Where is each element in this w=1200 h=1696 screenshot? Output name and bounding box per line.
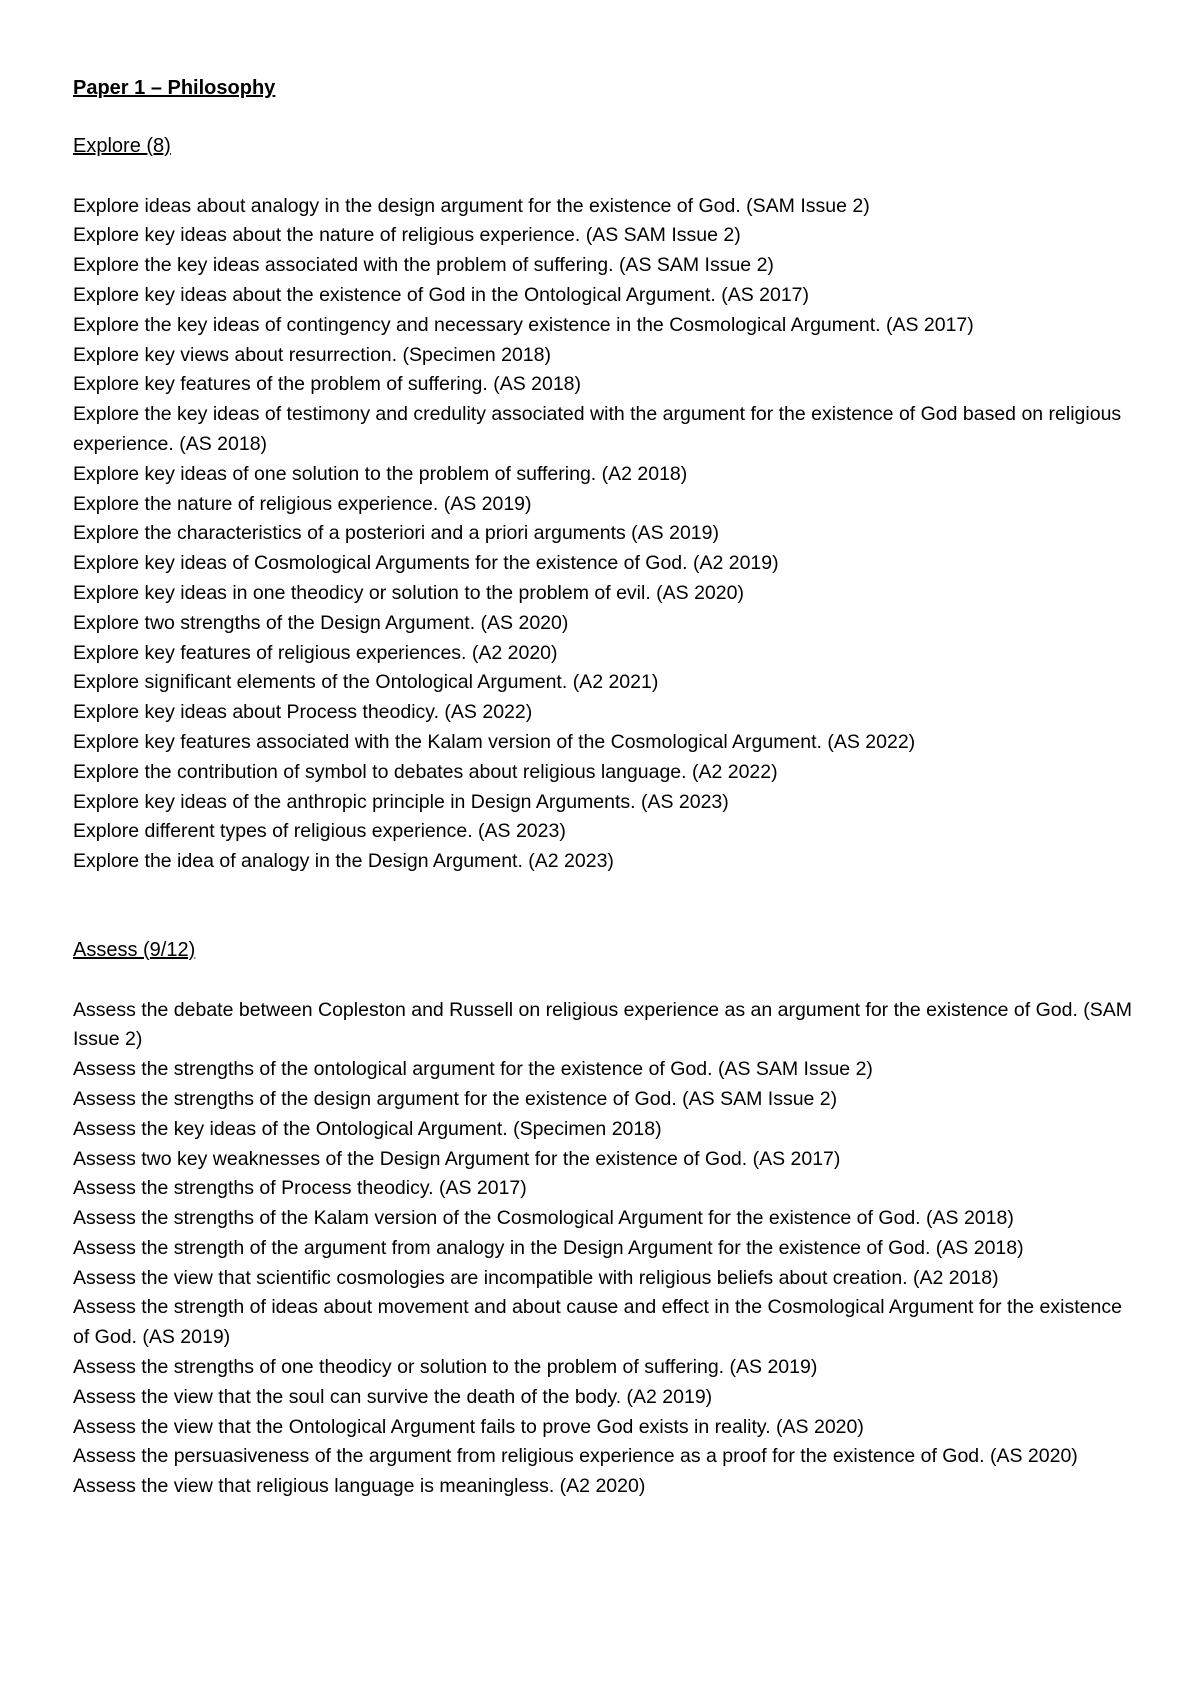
assess-question-item: Assess the strengths of the Kalam version of the Cosmological Argument for the existence of God. (AS 2018) xyxy=(73,1207,1014,1230)
explore-question-item: Explore key ideas about the nature of religious experience. (AS SAM Issue 2) xyxy=(73,224,741,247)
explore-question-item: Explore key ideas about the existence of God in the Ontological Argument. (AS 2017) xyxy=(73,283,810,306)
assess-question-item: Assess the strength of ideas about movement and about cause and effect in the Cosmological Argument for the existence of God. (AS 2019) xyxy=(73,1296,1122,1349)
assess-question-item: Assess the strengths of the design argument for the existence of God. (AS SAM Issue 2) xyxy=(73,1087,838,1110)
explore-question-item: Explore key ideas of the anthropic principle in Design Arguments. (AS 2023) xyxy=(73,790,729,813)
assess-question-item: Assess the strengths of the ontological argument for the existence of God. (AS SAM Issue 2) xyxy=(73,1058,873,1081)
explore-question-item: Explore key views about resurrection. (Specimen 2018) xyxy=(73,343,551,366)
explore-question-item: Explore key features of religious experiences. (A2 2020) xyxy=(73,641,558,664)
explore-question-item: Explore key features of the problem of suffering. (AS 2018) xyxy=(73,373,581,396)
explore-question-item: Explore the idea of analogy in the Design Argument. (A2 2023) xyxy=(73,850,614,873)
assess-question-item: Assess the view that scientific cosmologies are incompatible with religious beliefs about creation. (A2 2018) xyxy=(73,1266,999,1289)
explore-heading: Explore (8) xyxy=(73,135,171,157)
explore-question-item: Explore the contribution of symbol to debates about religious language. (A2 2022) xyxy=(73,760,778,783)
assess-question-item: Assess the strength of the argument from analogy in the Design Argument for the existence of God. (AS 2018) xyxy=(73,1236,1024,1259)
explore-question-item: Explore significant elements of the Ontological Argument. (A2 2021) xyxy=(73,671,659,694)
explore-question-item: Explore the nature of religious experience. (AS 2019) xyxy=(73,492,532,515)
explore-question-item: Explore key ideas in one theodicy or solution to the problem of evil. (AS 2020) xyxy=(73,581,744,604)
assess-question-item: Assess two key weaknesses of the Design Argument for the existence of God. (AS 2017) xyxy=(73,1147,841,1170)
assess-question-item: Assess the view that the Ontological Argument fails to prove God exists in reality. (AS 2020) xyxy=(73,1415,864,1438)
explore-question-item: Explore ideas about analogy in the design argument for the existence of God. (SAM Issue 2) xyxy=(73,194,870,217)
explore-question-item: Explore different types of religious experience. (AS 2023) xyxy=(73,820,566,843)
document-title: Paper 1 – Philosophy xyxy=(73,77,276,99)
assess-question-list xyxy=(73,996,1133,1503)
explore-question-list xyxy=(73,192,1133,877)
explore-question-item: Explore the key ideas associated with the problem of suffering. (AS SAM Issue 2) xyxy=(73,254,774,277)
assess-question-item: Assess the debate between Copleston and Russell on religious experience as an argument for the existence of God. (SAM Issue 2) xyxy=(73,998,1133,1051)
explore-question-item: Explore two strengths of the Design Argument. (AS 2020) xyxy=(73,611,569,634)
assess-question-item: Assess the view that the soul can survive the death of the body. (A2 2019) xyxy=(73,1385,713,1408)
assess-question-item: Assess the key ideas of the Ontological Argument. (Specimen 2018) xyxy=(73,1117,662,1140)
assess-heading: Assess (9/12) xyxy=(73,938,196,961)
assess-question-item: Assess the strengths of Process theodicy. (AS 2017) xyxy=(73,1177,527,1200)
explore-question-item: Explore key features associated with the Kalam version of the Cosmological Argument. (AS 2022) xyxy=(73,730,916,753)
assess-question-item: Assess the strengths of one theodicy or solution to the problem of suffering. (AS 2019) xyxy=(73,1356,818,1379)
explore-question-item: Explore key ideas about Process theodicy. (AS 2022) xyxy=(73,701,533,724)
explore-section xyxy=(73,132,1133,877)
assess-question-item: Assess the view that religious language is meaningless. (A2 2020) xyxy=(73,1475,646,1498)
explore-question-item: Explore key ideas of one solution to the problem of suffering. (A2 2018) xyxy=(73,462,688,485)
explore-question-item: Explore key ideas of Cosmological Arguments for the existence of God. (A2 2019) xyxy=(73,552,779,575)
explore-question-item: Explore the key ideas of testimony and credulity associated with the argument for the existence of God based on religious experience. (AS 2018) xyxy=(73,403,1122,455)
explore-question-item: Explore the key ideas of contingency and necessary existence in the Cosmological Argument. (AS 2017) xyxy=(73,313,974,336)
assess-section xyxy=(73,936,1133,1502)
document-page xyxy=(73,74,1133,1502)
assess-question-item: Assess the persuasiveness of the argument from religious experience as a proof for the existence of God. (AS 2020) xyxy=(73,1445,1078,1468)
explore-question-item: Explore the characteristics of a posteriori and a priori arguments (AS 2019) xyxy=(73,522,719,545)
